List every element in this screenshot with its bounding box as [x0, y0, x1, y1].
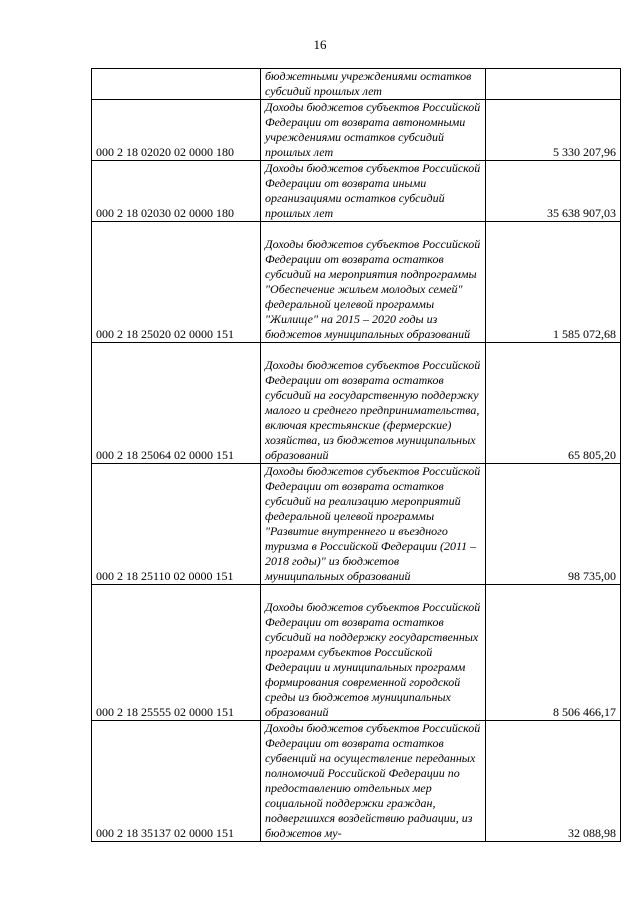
revenue-description: Доходы бюджетов субъектов Российской Федерации от возврата иными организациями остатков субсидий прошлых лет [265, 161, 481, 220]
revenue-amount-cell: 5 330 207,96 [486, 100, 621, 161]
revenue-description: бюджетными учреждениями остатков субсидий прошлых лет [265, 69, 472, 98]
revenue-description: Доходы бюджетов субъектов Российской Федерации от возврата остатков субсидий на реализацию мероприятий федеральной целевой программы "Развитие внутреннего и въездного туризма в Российской Федерации (2011 – 2018 годы)" из бюджетов муниципальных образований [265, 464, 481, 583]
revenue-amount-cell: 35 638 907,03 [486, 161, 621, 222]
revenue-description-cell [261, 343, 486, 464]
revenue-description-cell [261, 161, 486, 222]
revenue-amount-cell: 1 585 072,68 [486, 222, 621, 343]
revenue-amount-cell [486, 69, 621, 100]
revenue-description: Доходы бюджетов субъектов Российской Федерации от возврата остатков субсидий на государственную поддержку малого и среднего предпринимательства, включая крестьянские (фермерские) хозяйства, из бюджетов муниципальных образований [265, 358, 481, 462]
revenue-description: Доходы бюджетов субъектов Российской Федерации от возврата остатков субсидий на поддержку государственных программ субъектов Российской Федерации и муниципальных программ формирования современной городской среды из бюджетов муниципальных образований [265, 600, 481, 719]
revenue-code-cell: 000 2 18 35137 02 0000 151 [92, 721, 261, 842]
revenue-table [91, 68, 621, 842]
table-row [92, 343, 621, 464]
revenue-description: Доходы бюджетов субъектов Российской Федерации от возврата остатков субсидий на мероприятия подпрограммы "Обеспечение жильем молодых семей" федеральной целевой программы "Жилище" на 2015 – 2020 годы из бюджетов муниципальных образований [265, 237, 481, 341]
table-row [92, 100, 621, 161]
revenue-amount-cell: 98 735,00 [486, 464, 621, 585]
revenue-code-cell: 000 2 18 02030 02 0000 180 [92, 161, 261, 222]
revenue-description-cell [261, 69, 486, 100]
revenue-description: Доходы бюджетов субъектов Российской Федерации от возврата остатков субвенций на осуществление переданных полномочий Российской Федерации по предоставлению отдельных мер социальной поддержки граждан, подвергшихся воздействию радиации, из бюджетов му- [265, 721, 481, 840]
table-row [92, 464, 621, 585]
revenue-code-cell: 000 2 18 02020 02 0000 180 [92, 100, 261, 161]
table-row [92, 585, 621, 721]
revenue-code-cell [92, 69, 261, 100]
revenue-description-cell [261, 721, 486, 842]
revenue-amount-cell: 65 805,20 [486, 343, 621, 464]
page-number: 16 [313, 37, 327, 52]
table-row [92, 69, 621, 100]
revenue-code-cell: 000 2 18 25110 02 0000 151 [92, 464, 261, 585]
revenue-description-cell [261, 585, 486, 721]
revenue-code-cell: 000 2 18 25064 02 0000 151 [92, 343, 261, 464]
table-row [92, 161, 621, 222]
table-row [92, 721, 621, 842]
revenue-amount-cell: 32 088,98 [486, 721, 621, 842]
revenue-description: Доходы бюджетов субъектов Российской Федерации от возврата автономными учреждениями остатков субсидий прошлых лет [265, 100, 481, 159]
revenue-amount-cell: 8 506 466,17 [486, 585, 621, 721]
revenue-description-cell [261, 100, 486, 161]
table-row [92, 222, 621, 343]
revenue-code-cell: 000 2 18 25555 02 0000 151 [92, 585, 261, 721]
revenue-code-cell: 000 2 18 25020 02 0000 151 [92, 222, 261, 343]
revenue-description-cell [261, 464, 486, 585]
revenue-description-cell [261, 222, 486, 343]
